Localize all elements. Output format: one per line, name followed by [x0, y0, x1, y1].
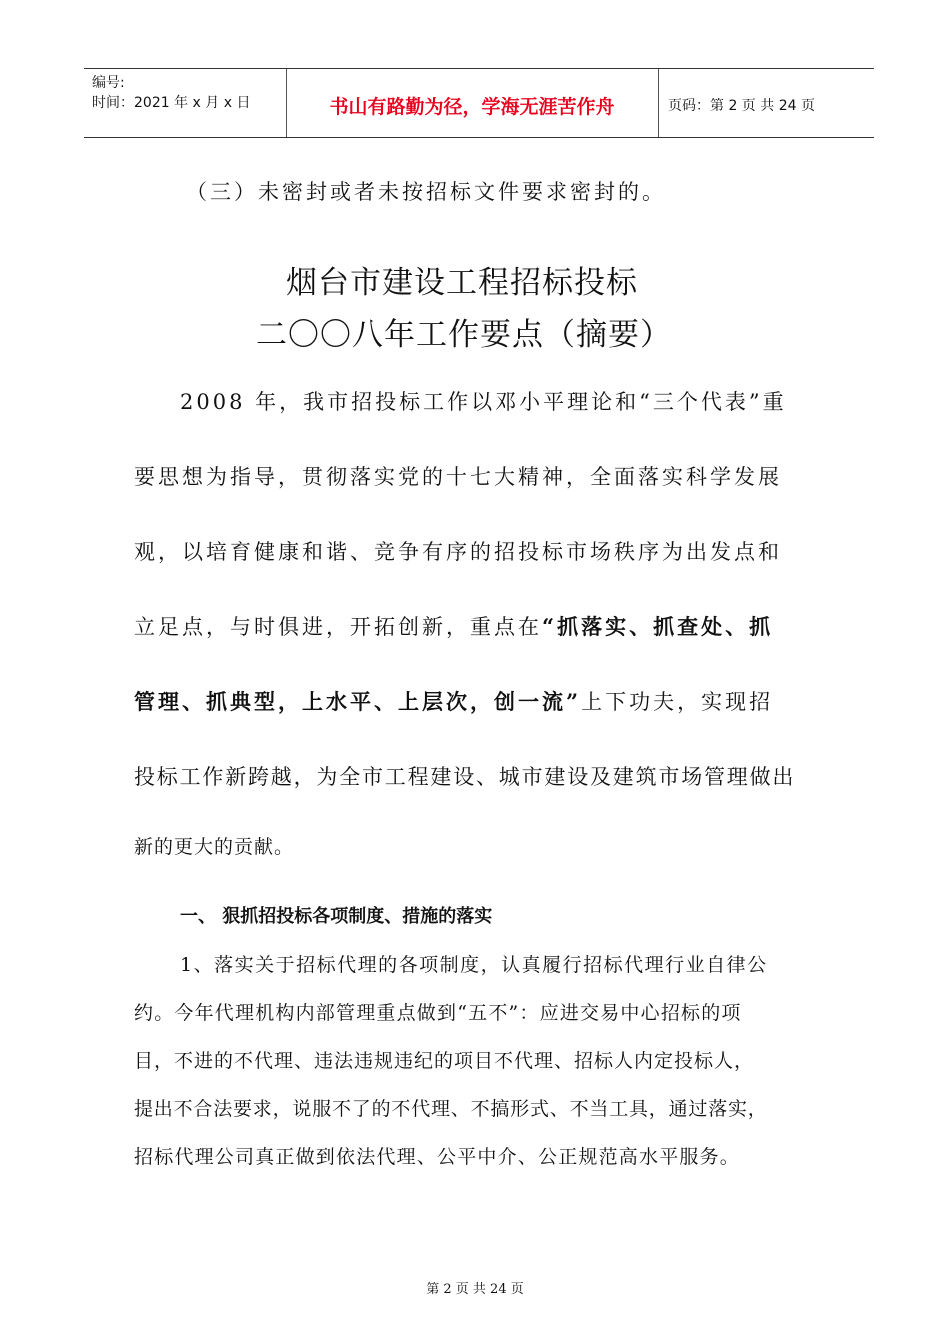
header-motto: 书山有路勤为径，学海无涯苦作舟 [329, 96, 615, 118]
header-divider [658, 69, 659, 137]
title-line-1: 烟台市建设工程招标投标 [286, 265, 638, 301]
section-heading: 一、 狠抓招投标各项制度、措施的落实 [180, 906, 493, 927]
paragraph-line: 新的更大的贡献。 [134, 836, 295, 858]
header-meta [92, 73, 250, 113]
paragraph-line: 2008 年，我市招投标工作以邓小平理论和“三个代表”重 [180, 390, 787, 414]
document-header [84, 68, 874, 138]
paragraph-text: 立足点，与时俱进，开拓创新，重点在 [134, 615, 542, 639]
paragraph-line: 1、落实关于招标代理的各项制度，认真履行招标代理行业自律公 [180, 954, 768, 976]
paragraph-line [134, 686, 773, 716]
paragraph-line [134, 611, 773, 641]
time-label: 时间：2021 年 x 月 x 日 [92, 95, 251, 111]
paragraph-line: 观，以培育健康和谐、竞争有序的招投标市场秩序为出发点和 [134, 540, 782, 564]
paragraph-line: 提出不合法要求，说服不了的不代理、不搞形式、不当工具，通过落实， [134, 1098, 768, 1120]
paragraph-line: 要思想为指导，贯彻落实党的十七大精神，全面落实科学发展 [134, 465, 782, 489]
emphasis-text: “抓落实、抓查处、抓 [542, 614, 774, 639]
title-line-2: 二〇〇八年工作要点（摘要） [256, 317, 672, 353]
emphasis-text: 管理、抓典型，上水平、上层次，创一流” [134, 689, 582, 714]
number-label: 编号: [92, 75, 125, 91]
header-page-label: 页码：第 2 页 共 24 页 [668, 98, 815, 114]
paragraph-line: 投标工作新跨越，为全市工程建设、城市建设及建筑市场管理做出 [134, 765, 796, 789]
paragraph-line: 约。今年代理机构内部管理重点做到“五不”：应进交易中心招标的项 [134, 1002, 742, 1024]
page-footer: 第 2 页 共 24 页 [426, 1282, 524, 1297]
paragraph-line: 目，不进的不代理、违法违规违纪的项目不代理、招标人内定投标人， [134, 1050, 755, 1072]
paragraph-text: 上下功夫，实现招 [581, 690, 774, 714]
intro-line: （三）未密封或者未按招标文件要求密封的。 [186, 180, 666, 204]
paragraph-line: 招标代理公司真正做到依法代理、公平中介、公正规范高水平服务。 [134, 1146, 741, 1168]
